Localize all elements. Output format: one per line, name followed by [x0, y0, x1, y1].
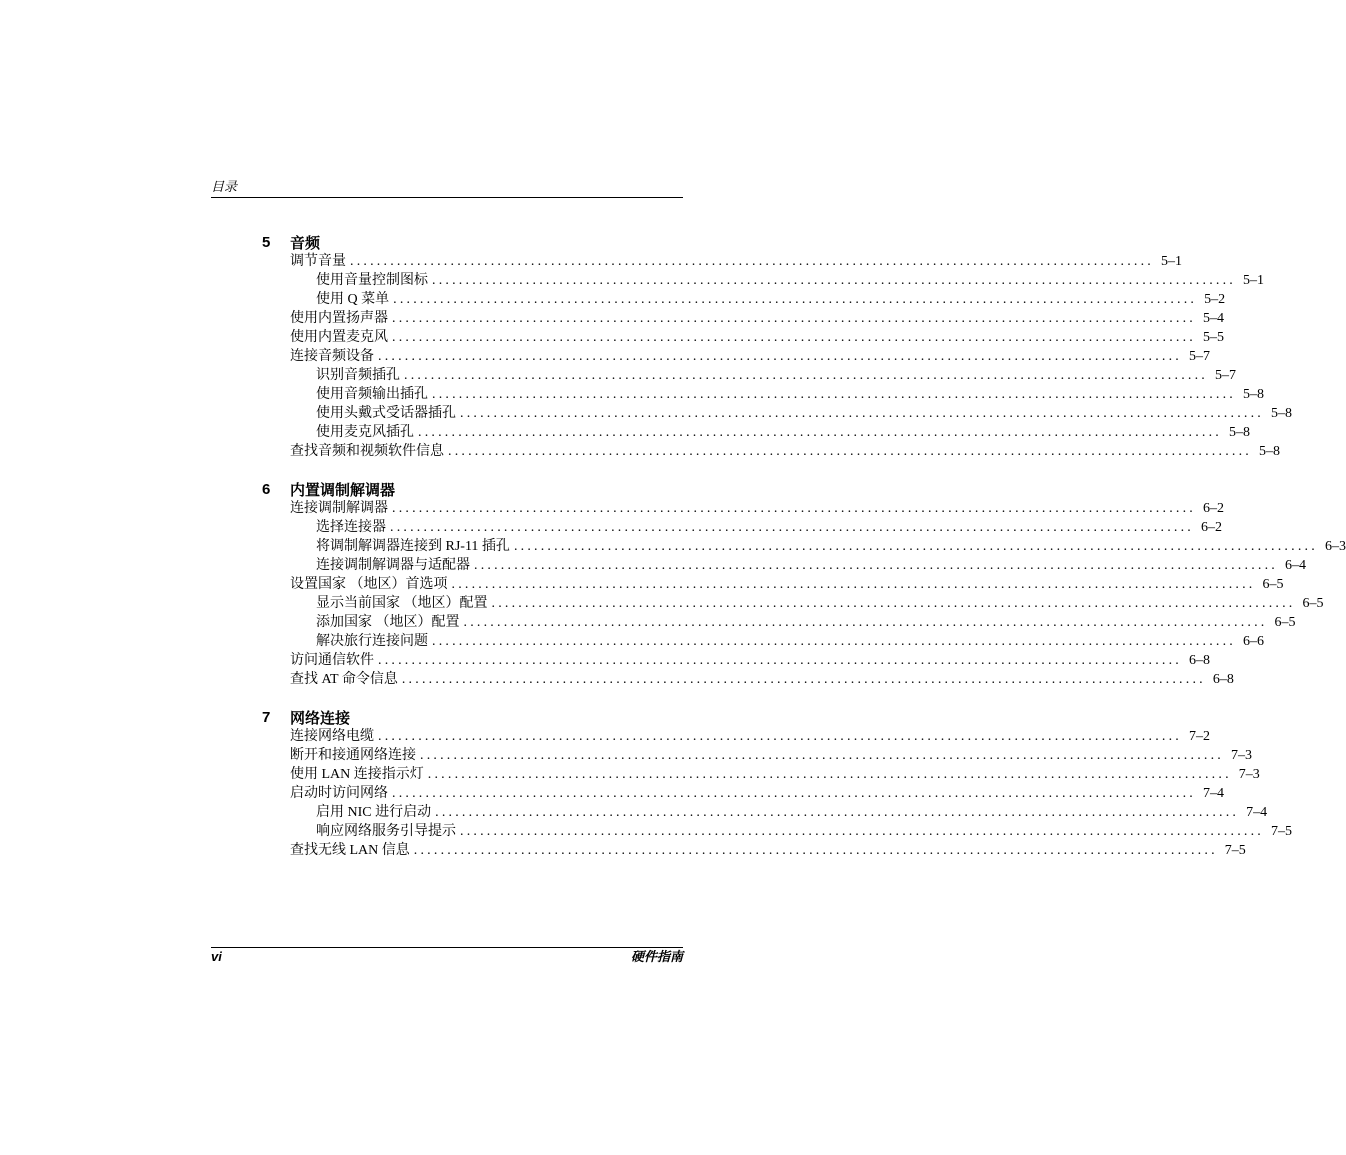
toc-chapter: [262, 479, 1346, 689]
entry-label: 使用 Q 菜单: [316, 292, 390, 307]
toc-subentry[interactable]: [262, 803, 1268, 822]
entry-page-number: 7–4: [1203, 786, 1224, 801]
entry-label: 访问通信软件: [290, 653, 374, 668]
dot-leader: ........................................................................................................................: [460, 406, 1264, 421]
entry-page-number: 6–5: [1274, 615, 1296, 630]
entry-label: 使用麦克风插孔: [316, 425, 414, 440]
table-of-contents: [262, 232, 1346, 878]
toc-entry[interactable]: [262, 727, 1210, 746]
dot-leader: ........................................................................................................................: [460, 824, 1264, 839]
toc-subentry[interactable]: [262, 385, 1264, 404]
entry-page-number: 6–3: [1324, 539, 1346, 554]
entry-label: 调节音量: [290, 254, 346, 269]
book-title: 硬件指南: [630, 949, 683, 964]
dot-leader: ........................................................................................................................: [378, 653, 1182, 668]
dot-leader: ........................................................................................................................: [463, 615, 1268, 630]
toc-entry[interactable]: [262, 347, 1210, 366]
entry-label: 使用 LAN 连接指示灯: [290, 767, 424, 782]
dot-leader: ........................................................................................................................: [390, 520, 1194, 535]
chapter-heading[interactable]: [262, 479, 683, 499]
entry-label: 连接音频设备: [290, 349, 374, 364]
chapter-title: 音频: [290, 234, 321, 252]
toc-entry[interactable]: [262, 670, 1234, 689]
entry-page-number: 7–4: [1246, 805, 1268, 820]
toc-chapter: [262, 232, 1292, 461]
entry-label: 启用 NIC 进行启动: [316, 805, 432, 820]
entry-page-number: 5–8: [1271, 406, 1292, 421]
entry-label: 解决旅行连接问题: [316, 634, 428, 649]
dot-leader: ........................................................................................................................: [451, 577, 1256, 592]
entry-page-number: 5–8: [1229, 425, 1250, 440]
entry-page-number: 5–2: [1204, 292, 1226, 307]
entry-label: 使用内置扬声器: [290, 311, 388, 326]
entry-page-number: 6–6: [1243, 634, 1264, 649]
toc-subentry[interactable]: [262, 594, 1324, 613]
toc-entry[interactable]: [262, 499, 1224, 518]
entry-label: 使用音量控制图标: [316, 273, 428, 288]
entry-label: 查找无线 LAN 信息: [290, 843, 410, 858]
toc-subentry[interactable]: [262, 271, 1264, 290]
toc-subentry[interactable]: [262, 366, 1236, 385]
entry-label: 连接调制解调器与适配器: [316, 558, 470, 573]
entry-page-number: 6–8: [1212, 672, 1234, 687]
toc-subentry[interactable]: [262, 518, 1222, 537]
dot-leader: ........................................................................................................................: [392, 786, 1196, 801]
toc-subentry[interactable]: [262, 613, 1296, 632]
chapter-number: 6: [262, 480, 271, 498]
toc-entry[interactable]: [262, 328, 1224, 347]
toc-entry[interactable]: [262, 841, 1246, 860]
entry-label: 设置国家 （地区）首选项: [290, 577, 448, 592]
chapter-title: 网络连接: [290, 709, 351, 727]
dot-leader: ........................................................................................................................: [420, 748, 1224, 763]
entry-page-number: 5–5: [1203, 330, 1224, 345]
toc-chapter: [262, 707, 1292, 860]
entry-page-number: 6–2: [1201, 520, 1222, 535]
entry-page-number: 7–5: [1271, 824, 1292, 839]
dot-leader: ........................................................................................................................: [378, 349, 1182, 364]
chapter-heading[interactable]: [262, 707, 683, 727]
chapter-number: 5: [262, 233, 271, 251]
entry-page-number: 7–3: [1231, 748, 1252, 763]
toc-entry[interactable]: [262, 746, 1252, 765]
footer-rule: [211, 947, 683, 948]
entry-page-number: 5–8: [1259, 444, 1280, 459]
dot-leader: ........................................................................................................................: [378, 729, 1182, 744]
running-header: 目录: [211, 179, 238, 194]
chapter-heading[interactable]: [262, 232, 683, 252]
dot-leader: ........................................................................................................................: [435, 805, 1240, 820]
entry-page-number: 5–1: [1243, 273, 1264, 288]
dot-leader: ........................................................................................................................: [513, 539, 1318, 554]
dot-leader: ........................................................................................................................: [448, 444, 1252, 459]
dot-leader: ........................................................................................................................: [491, 596, 1296, 611]
toc-subentry[interactable]: [262, 556, 1306, 575]
chapter-number: 7: [262, 708, 271, 726]
toc-subentry[interactable]: [262, 290, 1226, 309]
entry-page-number: 5–7: [1189, 349, 1210, 364]
entry-label: 查找 AT 命令信息: [290, 672, 398, 687]
dot-leader: ........................................................................................................................: [474, 558, 1278, 573]
entry-page-number: 7–5: [1224, 843, 1246, 858]
toc-subentry[interactable]: [262, 423, 1250, 442]
entry-page-number: 6–5: [1302, 596, 1324, 611]
entry-label: 将调制解调器连接到 RJ-11 插孔: [316, 539, 510, 554]
toc-entry[interactable]: [262, 784, 1224, 803]
entry-page-number: 6–4: [1285, 558, 1306, 573]
dot-leader: ........................................................................................................................: [350, 254, 1154, 269]
header-rule: [211, 197, 683, 198]
page-number: vi: [211, 949, 222, 964]
entry-label: 连接网络电缆: [290, 729, 374, 744]
entry-label: 连接调制解调器: [290, 501, 388, 516]
entry-label: 启动时访问网络: [290, 786, 388, 801]
entry-page-number: 6–2: [1203, 501, 1224, 516]
entry-page-number: 5–4: [1203, 311, 1224, 326]
dot-leader: ........................................................................................................................: [392, 311, 1196, 326]
dot-leader: ........................................................................................................................: [432, 387, 1236, 402]
dot-leader: ........................................................................................................................: [404, 368, 1208, 383]
dot-leader: ........................................................................................................................: [401, 672, 1206, 687]
toc-entry[interactable]: [262, 442, 1280, 461]
entry-page-number: 6–8: [1189, 653, 1210, 668]
entry-label: 显示当前国家 （地区）配置: [316, 596, 488, 611]
entry-page-number: 7–2: [1189, 729, 1210, 744]
toc-entry[interactable]: [262, 651, 1210, 670]
toc-entry[interactable]: [262, 252, 1182, 271]
entry-label: 查找音频和视频软件信息: [290, 444, 444, 459]
toc-subentry[interactable]: [262, 537, 1346, 556]
toc-entry[interactable]: [262, 309, 1224, 328]
dot-leader: ........................................................................................................................: [418, 425, 1222, 440]
toc-entry[interactable]: [262, 575, 1284, 594]
entry-page-number: 5–1: [1161, 254, 1182, 269]
entry-label: 使用内置麦克风: [290, 330, 388, 345]
dot-leader: ........................................................................................................................: [432, 634, 1236, 649]
dot-leader: ........................................................................................................................: [427, 767, 1232, 782]
entry-label: 选择连接器: [316, 520, 386, 535]
entry-label: 响应网络服务引导提示: [316, 824, 456, 839]
entry-label: 断开和接通网络连接: [290, 748, 416, 763]
toc-subentry[interactable]: [262, 404, 1292, 423]
toc-subentry[interactable]: [262, 632, 1264, 651]
dot-leader: ........................................................................................................................: [432, 273, 1236, 288]
entry-page-number: 5–8: [1243, 387, 1264, 402]
entry-label: 识别音频插孔: [316, 368, 400, 383]
entry-label: 添加国家 （地区）配置: [316, 615, 460, 630]
dot-leader: ........................................................................................................................: [392, 501, 1196, 516]
entry-label: 使用头戴式受话器插孔: [316, 406, 456, 421]
entry-page-number: 6–5: [1262, 577, 1284, 592]
dot-leader: ........................................................................................................................: [413, 843, 1218, 858]
dot-leader: ........................................................................................................................: [393, 292, 1198, 307]
entry-page-number: 7–3: [1238, 767, 1260, 782]
toc-subentry[interactable]: [262, 822, 1292, 841]
entry-page-number: 5–7: [1215, 368, 1236, 383]
toc-entry[interactable]: [262, 765, 1260, 784]
chapter-title: 内置调制解调器: [290, 481, 396, 499]
dot-leader: ........................................................................................................................: [392, 330, 1196, 345]
entry-label: 使用音频输出插孔: [316, 387, 428, 402]
